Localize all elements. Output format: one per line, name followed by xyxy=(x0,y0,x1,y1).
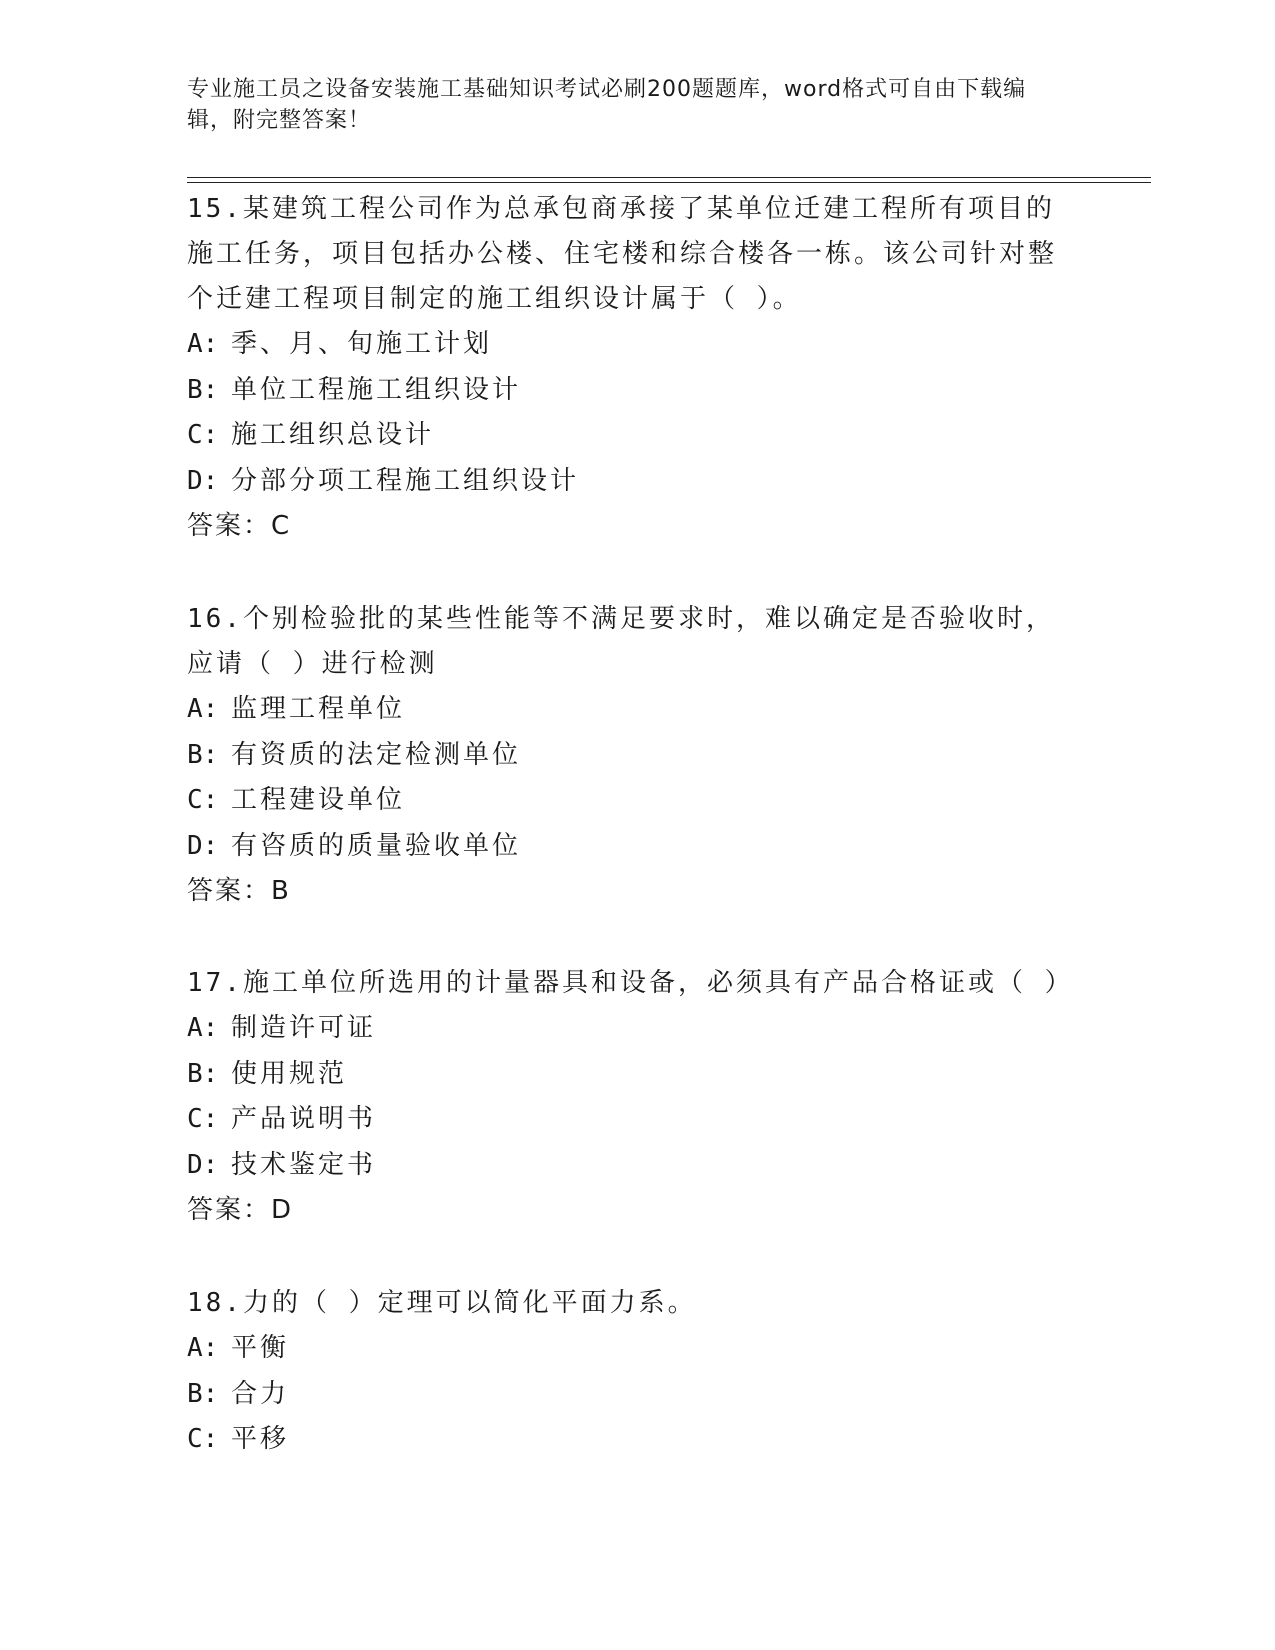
option-text: 有资质的法定检测单位 xyxy=(231,739,522,770)
option-key: D: xyxy=(187,465,219,496)
option-d xyxy=(187,1143,1067,1189)
option-key: B: xyxy=(187,374,219,405)
option-text: 技术鉴定书 xyxy=(231,1149,377,1180)
option-text: 合力 xyxy=(231,1378,290,1409)
option-text: 单位工程施工组织设计 xyxy=(231,374,522,405)
option-text: 施工组织总设计 xyxy=(231,420,435,450)
option-key: B: xyxy=(187,739,219,770)
option-key: A: xyxy=(187,1333,219,1363)
question-18 xyxy=(187,1281,1067,1463)
option-text: 制造许可证 xyxy=(231,1013,377,1043)
answer-line: 答案：C xyxy=(187,511,292,541)
option-c xyxy=(187,413,1067,459)
option-key: C: xyxy=(187,785,219,815)
option-a xyxy=(187,1006,1067,1052)
option-key: B: xyxy=(187,1378,219,1409)
option-key: A: xyxy=(187,694,219,724)
option-a xyxy=(187,687,1067,733)
option-text: 平移 xyxy=(231,1424,290,1454)
option-a xyxy=(187,322,1067,368)
option-text: 使用规范 xyxy=(231,1058,348,1089)
question-stem: 15.某建筑工程公司作为总承包商承接了某单位迁建工程所有项目的施工任务，项目包括办公楼、住宅楼和综合楼各一栋。该公司针对整个迁建工程项目制定的施工组织设计属于（ ）。 xyxy=(187,194,1058,314)
option-c xyxy=(187,1097,1067,1143)
answer-line: 答案：D xyxy=(187,1195,294,1225)
option-text: 平衡 xyxy=(231,1333,290,1363)
option-text: 产品说明书 xyxy=(231,1104,377,1134)
option-key: D: xyxy=(187,830,219,861)
option-a xyxy=(187,1326,1067,1372)
option-key: B: xyxy=(187,1058,219,1089)
option-key: A: xyxy=(187,1013,219,1043)
question-stem: 16.个别检验批的某些性能等不满足要求时，难以确定是否验收时，应请（ ）进行检测 xyxy=(187,604,1055,679)
option-text: 季、月、旬施工计划 xyxy=(231,329,493,359)
question-stem: 18.力的（ ）定理可以简化平面力系。 xyxy=(187,1288,697,1318)
option-c xyxy=(187,1417,1067,1463)
option-text: 有咨质的质量验收单位 xyxy=(231,830,522,861)
option-c xyxy=(187,778,1067,824)
option-key: C: xyxy=(187,1104,219,1134)
header-divider-bottom xyxy=(187,182,1151,183)
option-b xyxy=(187,1052,1067,1098)
option-d xyxy=(187,824,1067,870)
question-15 xyxy=(187,187,1067,549)
option-key: C: xyxy=(187,1424,219,1454)
option-key: C: xyxy=(187,420,219,450)
option-b xyxy=(187,1372,1067,1418)
question-stem: 17.施工单位所选用的计量器具和设备，必须具有产品合格证或（ ） xyxy=(187,968,1074,998)
question-16 xyxy=(187,597,1067,914)
answer-line: 答案：B xyxy=(187,876,291,906)
page-title: 专业施工员之设备安装施工基础知识考试必刷200题题库，word格式可自由下载编辑，附完整答案！ xyxy=(187,77,1027,133)
option-text: 监理工程单位 xyxy=(231,694,406,724)
option-key: D: xyxy=(187,1149,219,1180)
question-17 xyxy=(187,961,1074,1233)
option-b xyxy=(187,733,1067,779)
header-divider-top xyxy=(187,177,1151,178)
option-b xyxy=(187,368,1067,414)
option-key: A: xyxy=(187,329,219,359)
option-text: 工程建设单位 xyxy=(231,785,406,815)
option-text: 分部分项工程施工组织设计 xyxy=(231,465,580,496)
option-d xyxy=(187,459,1067,505)
